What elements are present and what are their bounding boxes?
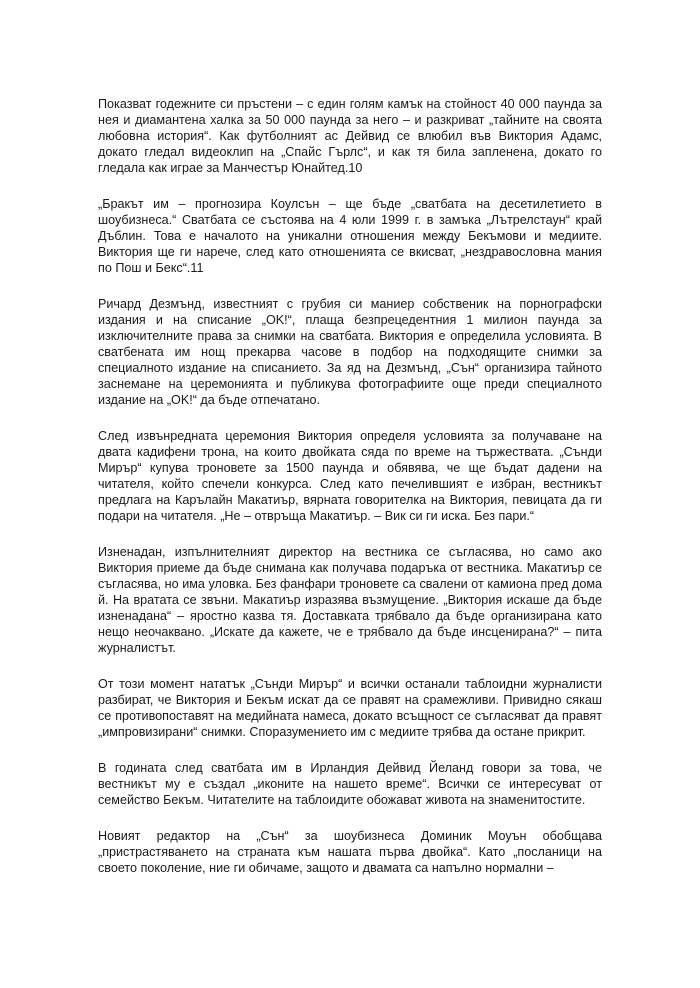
document-page (98, 96, 602, 896)
paragraph-5: Изненадан, изпълнителният директор на вестника се съгласява, но само ако Виктория приеме да бъде снимана как получава подаръка от вестника. Макатиър се съгласява, но има уловка. Без фанфари троновете са свалени от камиона пред дома й. На вратата се звъни. Макатиър изразява възмущение. „Виктория искаше да бъде изненадана“ – яростно казва тя. Доставката трябвало да бъде организирана като нещо неочаквано. „Искате да кажете, че е трябвало да бъде инсценирана?“ – пита журналистът. (98, 545, 602, 655)
paragraph-3: Ричард Дезмънд, известният с грубия си маниер собственик на порнографски издания и на списание „OK!“, плаща безпрецедентния 1 милион паунда за изключителните права за снимки на сватбата. Виктория е определила условията. В сватбената им нощ прекарва часове в подбор на подходящите снимки за специалното издание на списанието. За яд на Дезмънд, „Сън“ организира тайното заснемане на церемонията и публикува фотографиите още преди специалното издание на „OK!“ да бъде отпечатано. (98, 297, 602, 407)
paragraph-8: Новият редактор на „Сън“ за шоубизнеса Доминик Моуън обобщава „пристрастяването на страната към нашата първа двойка“. Като „посланици на своето поколение, ние ги обичаме, защото и двамата са напълно нормални – (98, 829, 602, 875)
paragraph-6: От този момент нататък „Сънди Мирър“ и всички останали таблоидни журналисти разбират, че Виктория и Бекъм искат да се правят на срамежливи. Привидно сякаш се противопоставят на медийната намеса, докато всъщност се съгласяват да правят „импровизирани“ снимки. Споразумението им с медиите трябва да остане прикрит. (98, 677, 602, 739)
paragraph-1: Показват годежните си пръстени – с един голям камък на стойност 40 000 паунда за нея и диамантена халка за 50 000 паунда за него – и разкриват „тайните на своята любовна история“. Как футболният ас Дейвид се влюбил във Виктория Адамс, докато гледал видеоклип на „Спайс Гърлс“, и как тя била запленена, докато го гледала как играе за Манчестър Юнайтед.10 (98, 97, 602, 175)
paragraph-2: „Бракът им – прогнозира Коулсън – ще бъде „сватбата на десетилетието в шоубизнеса.“ Сватбата се състоява на 4 юли 1999 г. в замъка „Лътрелстаун“ край Дъблин. Това е началото на уникални отношения между Бекъмови и медиите. Виктория ще ги нарече, след като отношенията се вкисват, „нездравословна мания по Пош и Бекс“.11 (98, 197, 602, 275)
paragraph-7: В годината след сватбата им в Ирландия Дейвид Йеланд говори за това, че вестникът му е създал „иконите на нашето време“. Всички се интересуват от семейство Бекъм. Читателите на таблоидите обожават живота на знаменитостите. (98, 761, 602, 807)
paragraph-4: След извънредната церемония Виктория определя условията за получаване на двата кадифени трона, на които двойката сяда по време на тържествата. „Сънди Мирър“ купува троновете за 1500 паунда и обявява, че ще бъдат дадени на читателя, който спечели конкурса. След като печелившият е избран, вестникът предлага на Карълайн Макатиър, вярната говорителка на Виктория, певицата да ги подари на читателя. „Не – отвръща Макатиър. – Вик си ги иска. Без пари.“ (98, 429, 602, 523)
